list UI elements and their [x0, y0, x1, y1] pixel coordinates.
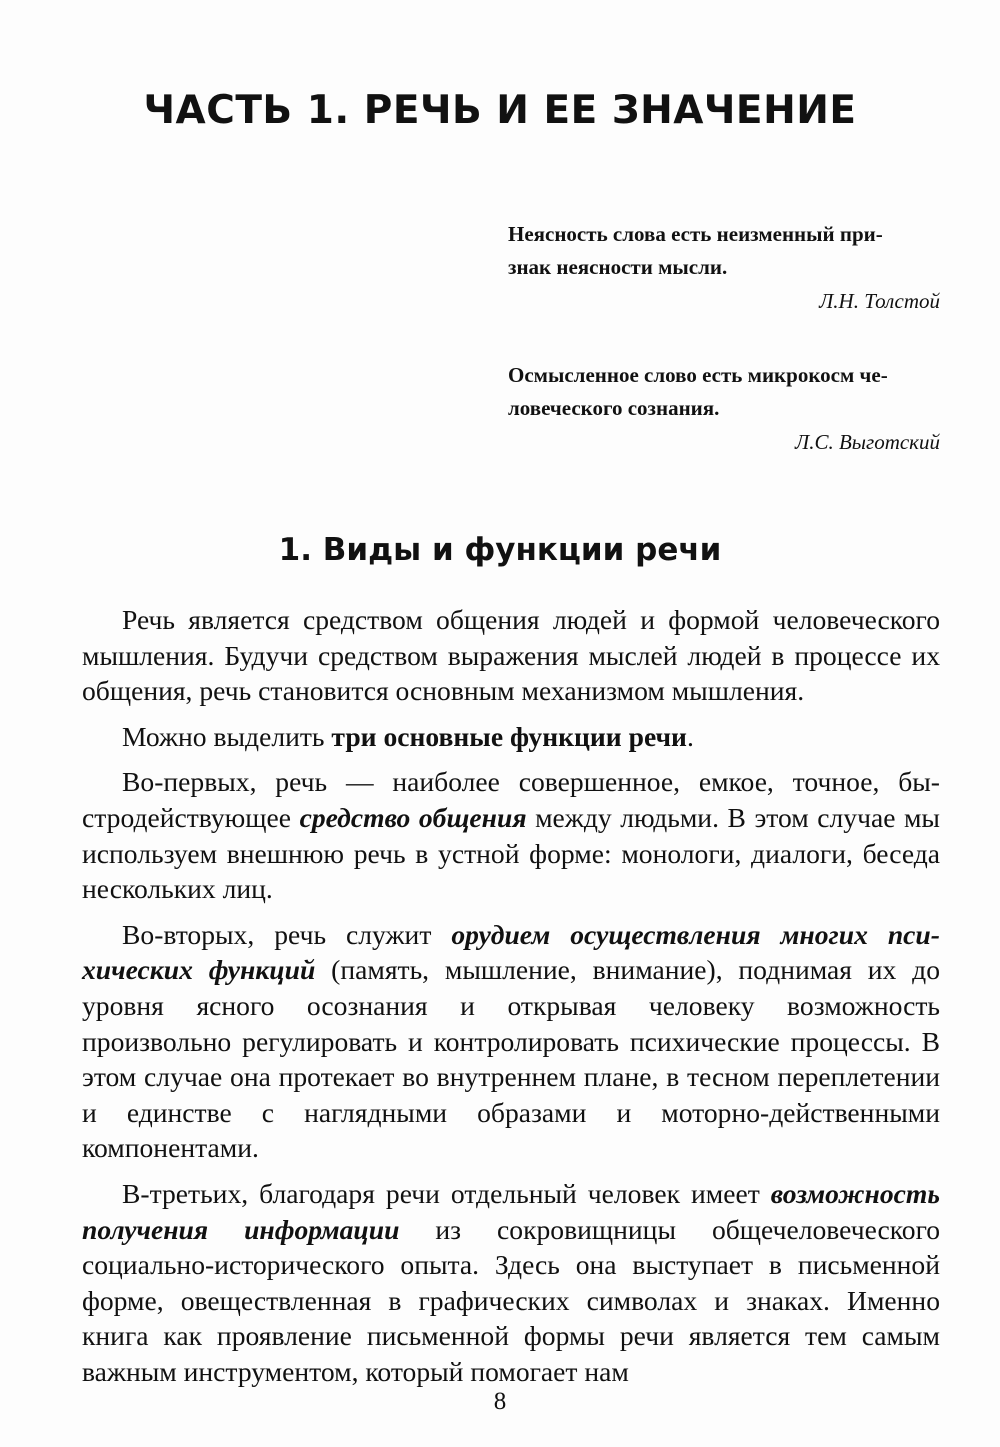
epigraph-text — [508, 359, 940, 425]
emphasized-term: возможность получения информации — [82, 1177, 940, 1245]
bold-term: три основные функции речи — [331, 720, 687, 752]
paragraph-3 — [82, 764, 940, 906]
epigraph-line: Неясность слова есть неизменный при- — [508, 222, 883, 246]
text-run: между людьми. В этом случае мы используем внешнюю речь в устной форме: монологи, диалоги, беседа нескольких лиц. — [82, 801, 940, 905]
epigraph-author: Л.Н. Толстой — [819, 289, 940, 313]
paragraph-2 — [82, 719, 940, 755]
emphasized-term: средство общения — [299, 801, 527, 833]
body-text — [82, 602, 940, 1399]
epigraph-text — [508, 218, 940, 284]
emphasized-term: орудием осуществления многих психических функций — [82, 918, 940, 986]
text-run: В-третьих, благодаря речи отдельный человек имеет — [122, 1177, 771, 1209]
paragraph-4 — [82, 917, 940, 1166]
epigraphs — [508, 218, 940, 457]
section-title: 1. Виды и функции речи — [278, 532, 722, 568]
paragraph-5 — [82, 1176, 940, 1390]
epigraph-tolstoy — [508, 218, 940, 316]
part-title: ЧАСТЬ 1. РЕЧЬ И ЕЕ ЗНАЧЕНИЕ — [143, 88, 857, 133]
epigraph-line: ловеческого сознания. — [508, 396, 720, 420]
epigraph-author: Л.С. Выготский — [794, 430, 940, 454]
text-run: Можно выделить — [122, 720, 332, 752]
paragraph-1: Речь является средством общения людей и формой человеческого мышления. Будучи средством выражения мыслей людей в процессе их общения, речь становится основным механизмом мышления. — [82, 604, 940, 707]
page-number: 8 — [493, 1388, 507, 1415]
epigraph-line: знак неясности мысли. — [508, 255, 728, 279]
text-run: . — [686, 720, 694, 752]
text-run: (память, мышление, внимание), поднимая их до уровня ясного осознания и открывая человеку возможность произвольно регулировать и контролировать психические процессы. В этом случае она протекает во внутреннем плане, в тесном переплетении и единстве с наглядными образами и моторно-действенными компонентами. — [82, 954, 940, 1164]
text-run: Во-первых, речь — наиболее совершенное, емкое, точное, быстродействующее — [82, 766, 940, 833]
text-run: из сокровищницы общечеловеческого социально-исторического опыта. Здесь она выступает в письменной форме, овеществленная в графических символах и знаках. Именно книга как проявление письменной формы речи является тем самым важным инструментом, который помогает нам — [82, 1213, 940, 1387]
epigraph-vygotsky — [508, 359, 940, 457]
epigraph-line: Осмысленное слово есть микрокосм че- — [508, 363, 888, 387]
text-run: Во-вторых, речь служит — [122, 918, 452, 950]
